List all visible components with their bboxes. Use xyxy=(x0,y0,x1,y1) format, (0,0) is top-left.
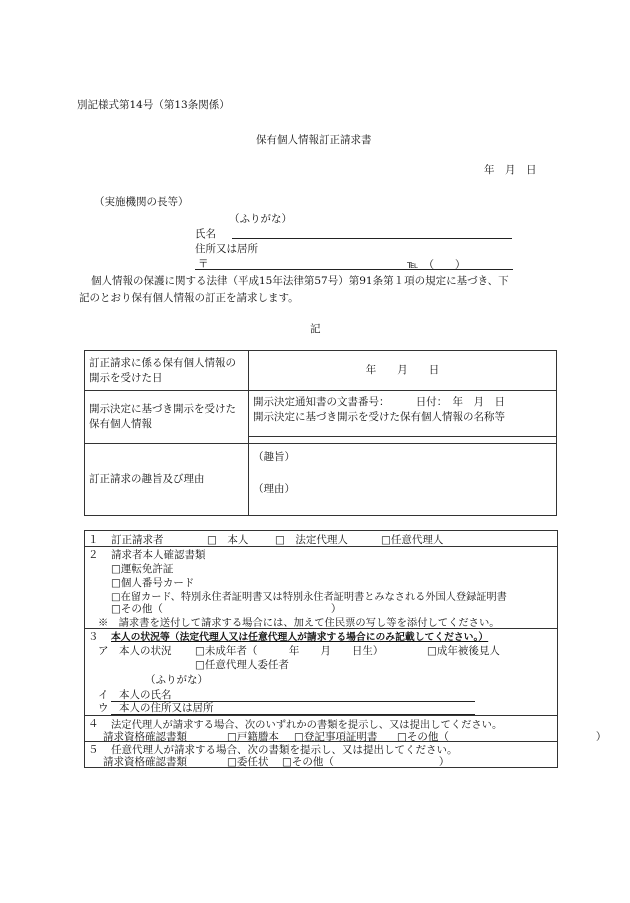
s5-docs-label: 請求資格確認書類 xyxy=(103,756,187,768)
residence-card-checkbox[interactable]: □在留カード、特別永住者証明書又は特別永住者証明書とみなされる外国人登録証明書 xyxy=(111,592,507,603)
postal-mark: 〒 xyxy=(198,258,209,270)
s4-docs-label: 請求資格確認書類 xyxy=(103,731,187,743)
s2-number: ２ xyxy=(88,549,99,561)
form-number: 別記様式第14号（第13条関係） xyxy=(77,99,230,111)
minor-checkbox[interactable]: □未成年者（ 年 月 日生） xyxy=(195,645,384,657)
other-id-checkbox[interactable]: □その他（ ） xyxy=(111,603,342,615)
principal-address-label: ウ 本人の住所又は居所 xyxy=(98,702,214,714)
s5-label: 任意代理人が請求する場合、次の書類を提示し、又は提出してください。 xyxy=(111,744,458,756)
disclosed-info-field[interactable] xyxy=(249,391,557,444)
name-label: 氏名 xyxy=(195,228,216,240)
reason-field[interactable] xyxy=(249,444,557,516)
address-label: 住所又は居所 xyxy=(195,243,258,255)
requester-self-checkbox[interactable]: □ 本人 xyxy=(207,534,249,546)
s4-number: ４ xyxy=(88,718,99,730)
drivers-license-checkbox[interactable]: □運転免許証 xyxy=(111,563,174,575)
mail-note: ※ 請求書を送付して請求する場合には、加えて住民票の写し等を添付してください。 xyxy=(98,617,500,629)
s4-other-checkbox[interactable]: □その他（ ） xyxy=(397,731,607,743)
s5-other-checkbox[interactable]: □その他（ ） xyxy=(282,756,450,768)
name-field[interactable] xyxy=(232,238,512,239)
intro-text-line2: 記のとおり保有個人情報の訂正を請求します。 xyxy=(79,292,299,304)
family-register-checkbox[interactable]: □戸籍謄本 xyxy=(227,731,279,743)
s4-label: 法定代理人が請求する場合、次のいずれかの書類を提示し、又は提出してください。 xyxy=(111,719,503,731)
requester-info-box xyxy=(84,530,607,768)
furigana-label: （ふりがな） xyxy=(229,213,292,225)
registry-certificate-checkbox[interactable]: □登記事項証明書 xyxy=(294,731,378,743)
reason-sub-label: （理由） xyxy=(253,483,295,495)
power-of-attorney-checkbox[interactable]: □委任状 xyxy=(227,756,269,768)
s3-number: ３ xyxy=(88,631,99,643)
s1-label: 訂正請求者 xyxy=(111,534,164,546)
disclosed-info-label: 開示決定に基づき開示を受けた保有個人情報 xyxy=(85,391,249,444)
reason-label: 訂正請求の趣旨及び理由 xyxy=(85,444,249,516)
s3-label: 本人の状況等（法定代理人又は任意代理人が請求する場合にのみ記載してください。） xyxy=(111,632,489,643)
disclosure-date-label: 訂正請求に係る保有個人情報の開示を受けた日 xyxy=(85,351,249,391)
tel-label: ℡ （ ） xyxy=(407,259,466,271)
my-number-card-checkbox[interactable]: □個人番号カード xyxy=(111,577,195,589)
s3-a-label: ア 本人の状況 xyxy=(98,645,172,657)
adult-ward-checkbox[interactable]: □成年被後見人 xyxy=(427,645,500,657)
addressee-label: （実施機関の長等） xyxy=(94,196,189,208)
s2-label: 請求者本人確認書類 xyxy=(111,549,206,561)
ki-heading: 記 xyxy=(310,323,321,335)
notice-number-text: 開示決定通知書の文書番号： 日付： 年 月 日 xyxy=(253,396,505,408)
page-title: 保有個人情報訂正請求書 xyxy=(256,134,372,146)
s5-number: ５ xyxy=(88,744,99,756)
mandator-checkbox[interactable]: □任意代理人委任者 xyxy=(195,659,289,671)
request-table xyxy=(84,350,557,516)
requester-legal-agent-checkbox[interactable]: □ 法定代理人 xyxy=(275,534,348,546)
date-field[interactable]: 年 月 日 xyxy=(484,164,537,176)
requester-voluntary-agent-checkbox[interactable]: □任意代理人 xyxy=(381,534,444,546)
purpose-label: （趣旨） xyxy=(253,451,295,463)
s1-number: １ xyxy=(88,534,99,546)
disclosed-info-name-text: 開示決定に基づき開示を受けた保有個人情報の名称等 xyxy=(253,411,505,423)
s3-furigana-label: （ふりがな） xyxy=(145,674,208,686)
intro-text-line1: 個人情報の保護に関する法律（平成15年法律第57号）第91条第１項の規定に基づき、下 xyxy=(91,275,509,287)
disclosure-date-field[interactable]: 年 月 日 xyxy=(249,351,557,391)
disclosed-info-underline xyxy=(249,436,556,437)
principal-name-label: イ 本人の氏名 xyxy=(98,689,172,701)
